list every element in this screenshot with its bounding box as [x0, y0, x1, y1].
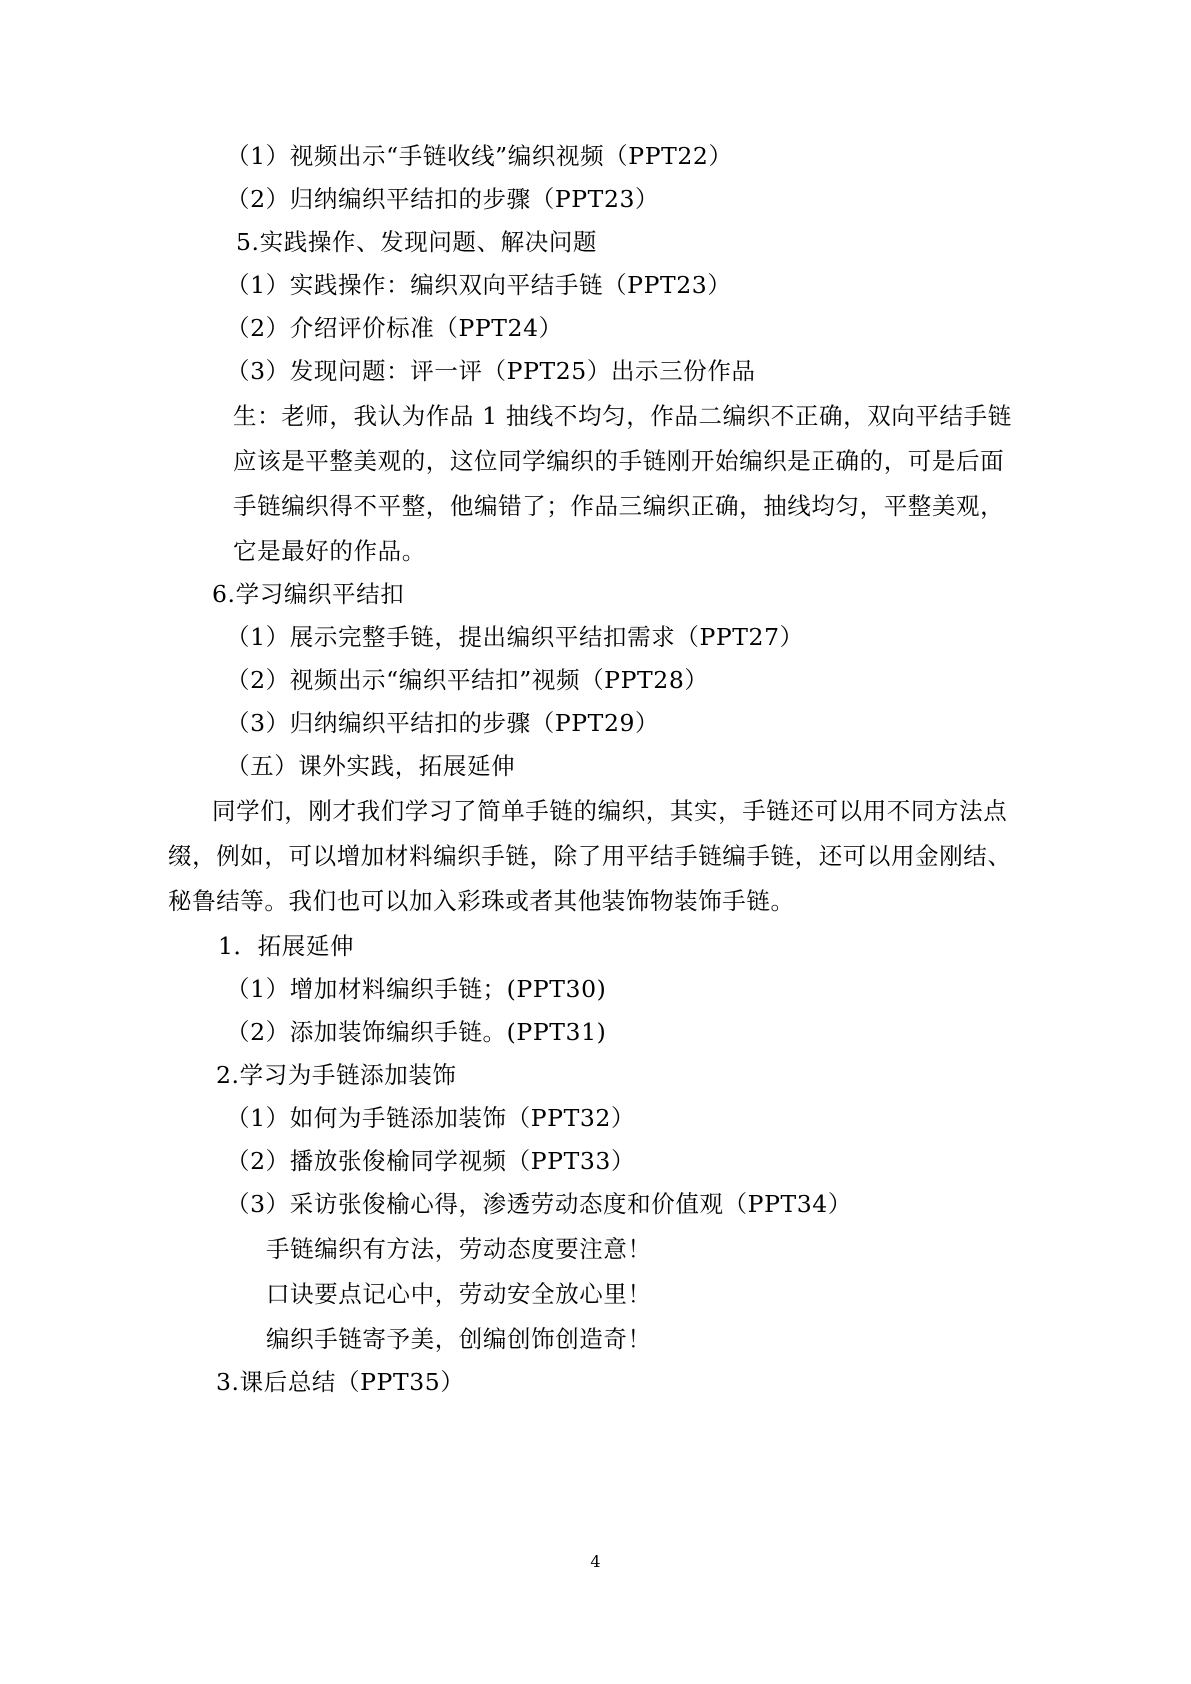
step-evaluation-criteria: （2）介绍评价标准（PPT24）: [226, 314, 563, 342]
paragraph-line: 秘鲁结等。我们也可以加入彩珠或者其他装饰物装饰手链。: [168, 887, 795, 915]
student-answer-line: 应该是平整美观的，这位同学编织的手链刚开始编织是正确的，可是后面: [233, 447, 1005, 475]
paragraph-line: 缀，例如，可以增加材料编织手链，除了用平结手链编手链，还可以用金刚结、: [168, 842, 1012, 870]
step-add-decoration: （2）添加装饰编织手链。(PPT31): [226, 1018, 607, 1046]
step-summarize-knot-steps: （3）归纳编织平结扣的步骤（PPT29）: [226, 709, 660, 737]
step-video-closing-line: （1）视频出示“手链收线”编织视频（PPT22）: [226, 142, 733, 170]
step-how-to-decorate: （1）如何为手链添加装饰（PPT32）: [226, 1104, 636, 1132]
rhyme-line: 口诀要点记心中，劳动安全放心里！: [266, 1280, 652, 1308]
page-number: 4: [590, 1552, 601, 1571]
subheading-extension: 1．拓展延伸: [218, 932, 355, 960]
student-answer-line: 生：老师，我认为作品 1 抽线不均匀，作品二编织不正确，双向平结手链: [233, 402, 1012, 430]
step-find-problems: （3）发现问题：评一评（PPT25）出示三份作品: [226, 357, 756, 385]
step-interview: （3）采访张俊榆心得，渗透劳动态度和价值观（PPT34）: [226, 1190, 852, 1218]
section-heading-extension: （五）课外实践，拓展延伸: [226, 752, 516, 780]
section-heading-practice: 5.实践操作、发现问题、解决问题: [236, 228, 598, 256]
step-play-video: （2）播放张俊榆同学视频（PPT33）: [226, 1147, 636, 1175]
rhyme-line: 手链编织有方法，劳动态度要注意！: [266, 1235, 652, 1263]
step-summarize-knot-steps: （2）归纳编织平结扣的步骤（PPT23）: [226, 185, 660, 213]
subheading-summary: 3.课后总结（PPT35）: [216, 1368, 465, 1396]
step-add-materials: （1）增加材料编织手链；(PPT30): [226, 975, 607, 1003]
student-answer-line: 手链编织得不平整，他编错了；作品三编织正确，抽线均匀，平整美观，: [233, 492, 1005, 520]
subheading-decoration: 2.学习为手链添加装饰: [216, 1061, 457, 1089]
student-answer-line: 它是最好的作品。: [233, 537, 426, 565]
paragraph-line: 同学们，刚才我们学习了简单手链的编织，其实，手链还可以用不同方法点: [212, 797, 1008, 825]
step-video-flat-knot: （2）视频出示“编织平结扣”视频（PPT28）: [226, 666, 709, 694]
step-show-bracelet: （1）展示完整手链，提出编织平结扣需求（PPT27）: [226, 623, 804, 651]
step-practice-operation: （1）实践操作：编织双向平结手链（PPT23）: [226, 271, 732, 299]
section-heading-flat-knot: 6.学习编织平结扣: [212, 580, 405, 608]
rhyme-line: 编织手链寄予美，创编创饰创造奇！: [266, 1325, 652, 1353]
